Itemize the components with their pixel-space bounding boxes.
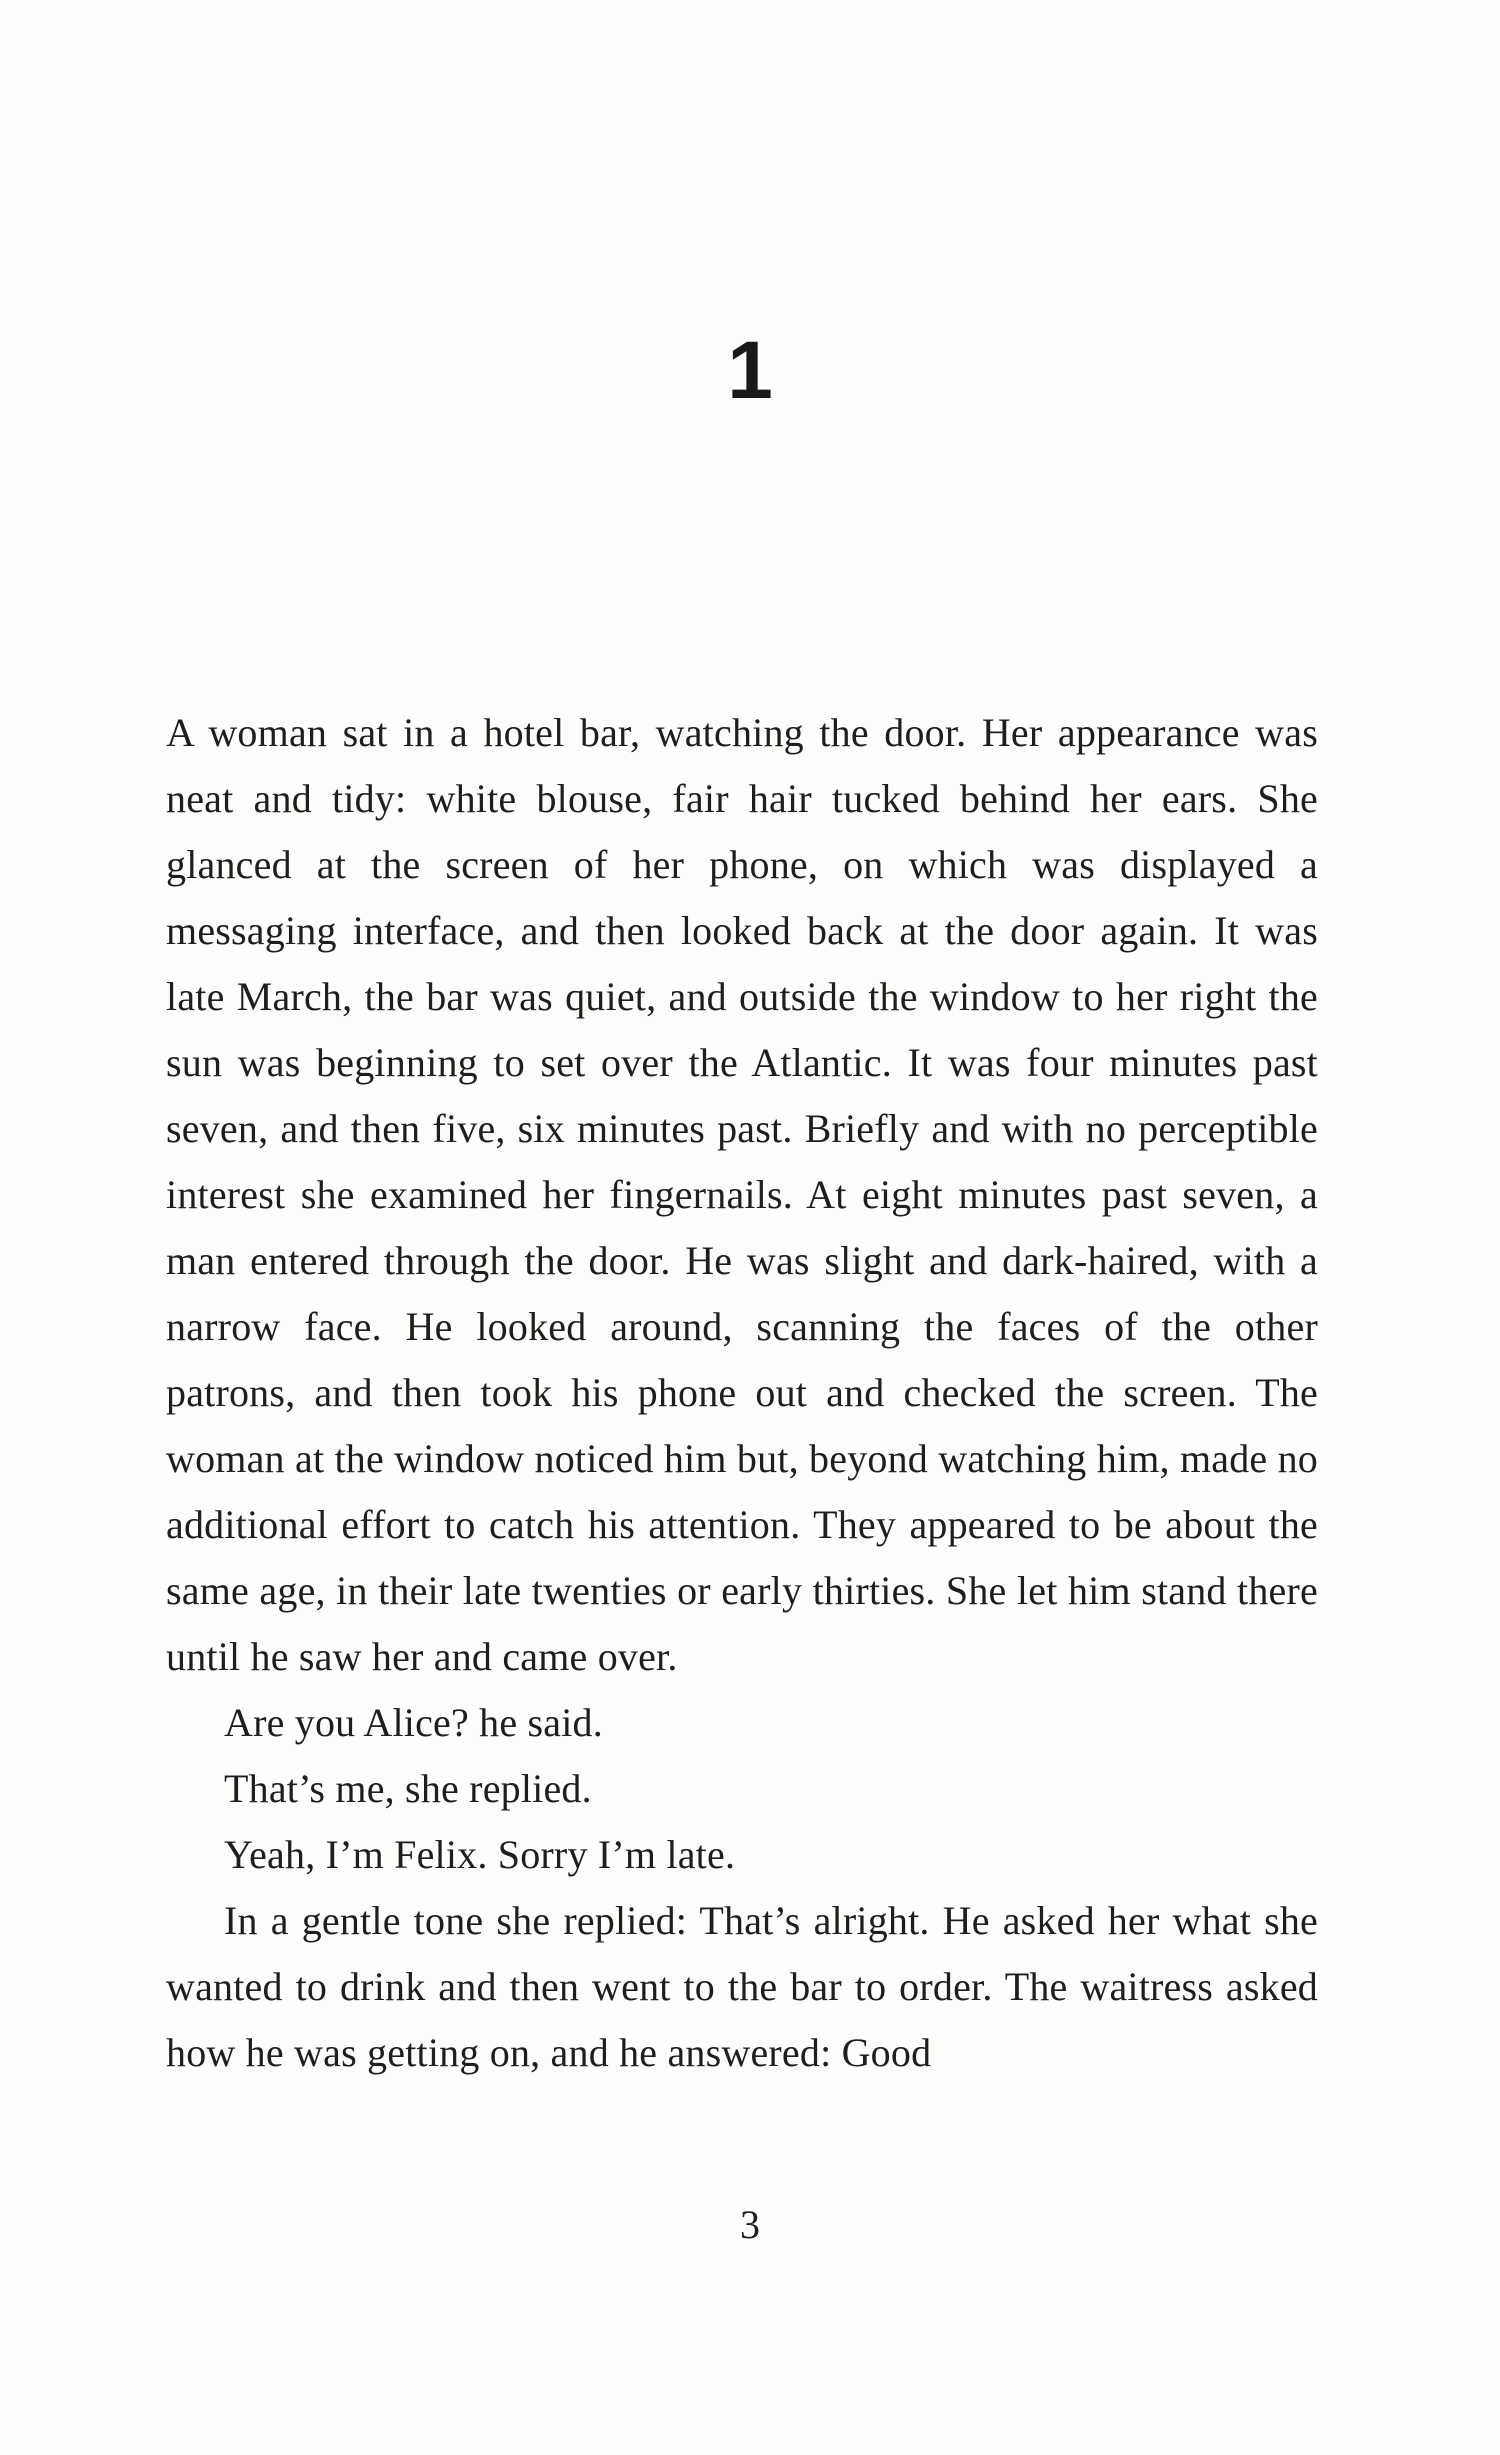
paragraph-opening: A woman sat in a hotel bar, watching the door. Her appearance was neat and tidy: white blouse, fair hair tucked behind her ears. She glanced at the screen of her phone, on which was displayed a messaging interface, and then looked back at the door again. It was late March, the bar was quiet, and outside the window to her right the sun was beginning to set over the Atlantic. It was four minutes past seven, and then five, six minutes past. Briefly and with no perceptible interest she examined her fingernails. At eight minutes past seven, a man entered through the door. He was slight and dark-haired, with a narrow face. He looked around, scanning the faces of the other patrons, and then took his phone out and checked the screen. The woman at the window noticed him but, beyond watching him, made no additional effort to catch his attention. They appeared to be about the same age, in their late twenties or early thirties. She let him stand there until he saw her and came over. xyxy=(166,710,1318,1679)
page-number: 3 xyxy=(740,2202,760,2247)
paragraph-dialogue-felix: Yeah, I’m Felix. Sorry I’m late. xyxy=(224,1832,736,1877)
paragraph-dialogue-alice-question: Are you Alice? he said. xyxy=(224,1700,603,1745)
chapter-number: 1 xyxy=(727,325,773,416)
body-text xyxy=(166,700,1318,2086)
paragraph-closing: In a gentle tone she replied: That’s alright. He asked her what she wanted to drink and then went to the bar to order. The waitress asked how he was getting on, and he answered: Good xyxy=(166,1898,1318,2075)
paragraph-dialogue-alice-reply: That’s me, she replied. xyxy=(224,1766,592,1811)
